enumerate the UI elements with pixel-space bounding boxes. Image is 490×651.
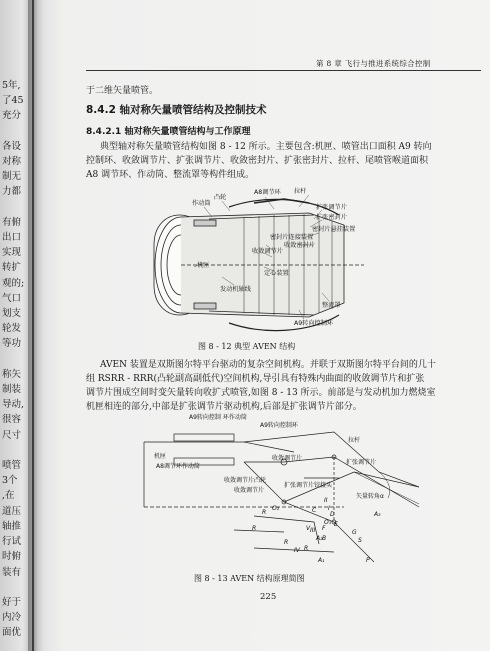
fig2-point-label: V	[306, 525, 311, 532]
fig1-label-actuator: 作动筒	[192, 200, 211, 207]
prev-page-fragment: 转扩	[2, 262, 22, 274]
fig1-label-centering: 定心装置	[264, 270, 289, 277]
fig2-label-cam-roller: 收敛调节片凸轮	[224, 477, 267, 484]
fig2-point-label: P	[366, 557, 370, 564]
page-number: 225	[260, 592, 277, 602]
fig1-label-seal-linkage: 密封片连接装置	[270, 234, 314, 241]
prev-page-fragment: 各设	[2, 140, 22, 152]
prev-page-fragment: 很容	[2, 414, 22, 426]
fig1-label-div-flap: 扩张调节片	[316, 204, 347, 211]
fig2-label-div-flap: 扩张调节片	[346, 459, 377, 466]
fig2-point-label: III	[310, 527, 316, 534]
prev-page-fragment: 划支	[2, 308, 22, 320]
fig1-label-a9-ring: A9转向控制环	[294, 320, 334, 327]
fig2-point-label: R	[252, 525, 257, 532]
prev-page-fragment: 制装	[2, 384, 22, 396]
fig2-label-rod: 拉杆	[348, 437, 361, 444]
prev-page-fragment	[2, 200, 30, 215]
fig1-label-a8-ring: A8调节环	[254, 189, 281, 196]
fig2-point-label: C	[312, 507, 317, 514]
para1-line1: 典型轴对称矢量喷管结构如图 8 - 12 所示。主要包含:机匣、喷管出口面积 A9 转向	[100, 142, 432, 152]
fig2-point-label: B	[322, 535, 327, 542]
para2-line4: 机匣相连的部分,中部是扩张调节片驱动机构,后部是扩张调节片部分。	[86, 402, 362, 412]
fig1-label-casing: 机匣	[197, 262, 210, 269]
prev-page-fragment: 轴推	[2, 520, 22, 532]
para2-line3: 调节片围成空间时变矢量转向收扩式喷管,如图 8 - 13 所示。前部是与发动机加力燃烧室	[86, 388, 436, 398]
fig1-label-engine-axis: 发动机轴线	[220, 286, 251, 293]
prev-page-fragment: 充分	[2, 110, 22, 122]
prev-page-fragment: 力都	[2, 186, 22, 198]
running-title: 第 8 章 飞行与推进系统综合控制	[316, 59, 431, 68]
fig2-point-label: R	[262, 509, 267, 516]
prev-page-fragment: 等功	[2, 338, 22, 350]
fig2-label-conv-flap: 收敛调节片	[272, 455, 303, 462]
prev-page-fragment: 了45	[2, 95, 24, 107]
previous-page-text	[2, 78, 30, 641]
fig1-label-seal-hanger: 密封片悬挂装置	[312, 226, 356, 233]
fig2-label-conv-flap2: 收敛调节片	[234, 487, 265, 494]
prev-page-fragment: 出口	[2, 232, 22, 244]
fig2-label-casing: 机匣	[154, 453, 167, 460]
prev-page-fragment: 观的;	[2, 277, 25, 289]
fig1-label-div-seal: 扩张密封片	[316, 214, 347, 221]
prev-page-fragment	[2, 580, 30, 595]
fig2-point-label: O₂	[272, 505, 280, 512]
prev-page-fragment: 时俯	[2, 551, 22, 563]
prev-page-fragment: 尺寸	[2, 429, 22, 441]
prev-page-fragment: 喷管	[2, 460, 22, 472]
prev-page-fragment: 气口	[2, 292, 22, 304]
fig2-point-label: S	[358, 537, 362, 544]
fig1-label-rod: 拉杆	[294, 188, 307, 195]
section-heading: 8.4.2 轴对称矢量喷管结构及控制技术	[86, 104, 267, 116]
prev-page-fragment: 好于	[2, 596, 22, 608]
fig2-point-label: E	[334, 521, 338, 528]
figure-8-12-caption: 图 8 - 12 典型 AVEN 结构	[198, 342, 296, 351]
fig1-label-conv-flap: 收敛调节片	[252, 248, 283, 255]
prev-page-fragment	[2, 124, 30, 139]
prev-page-fragment: ,在	[2, 490, 15, 502]
para2-line2: 组 RSRR - RRR(凸轮副高副低代)空间机构,导引具有特殊内曲面的收敛调节片和扩张	[86, 374, 425, 384]
fig2-label-a9-ring: A9转向控制环	[260, 422, 298, 429]
prev-page-fragment: 制无	[2, 171, 22, 183]
para1-line2: 控制环、收敛调节片、扩张调节片、收敛密封片、扩张密封片、拉杆、尾喷管喉道面积	[86, 156, 429, 166]
prev-page-fragment: 5年,	[2, 80, 21, 91]
fig2-point-label: D	[330, 511, 335, 518]
prev-page-fragment: 道压	[2, 505, 22, 517]
prev-page-fragment: 导动,	[2, 399, 25, 411]
para2-line1: AVEN 装置是双斯图尔特平台驱动的复杂空间机构。并联于双斯图尔特平台间的几十	[100, 360, 436, 370]
fig2-point-label: R	[304, 545, 309, 552]
prev-page-fragment: 有俯	[2, 216, 22, 228]
fig1-label-conv-seal: 收敛密封片	[284, 242, 315, 249]
fig2-label-vector-angle: 矢量转角α	[356, 493, 384, 500]
prev-page-fragment: 轮发	[2, 323, 22, 335]
book-page	[34, 0, 490, 651]
prev-page-fragment: 称矢	[2, 368, 22, 380]
prev-page-fragment: 3个	[2, 475, 18, 487]
prev-page-fragment: 装有	[2, 566, 22, 578]
fig2-point-label: A₁	[318, 557, 325, 564]
fig1-label-cam: 凸轮	[214, 194, 227, 201]
fig2-point-label: II	[324, 497, 328, 504]
fig2-a9-actuator-text: A9转向控制 环作动筒	[189, 414, 247, 421]
fig2-point-label: A₃	[374, 511, 381, 518]
header-rule	[86, 70, 481, 71]
subsection-heading: 8.4.2.1 轴对称矢量喷管结构与工作原理	[86, 127, 251, 137]
fig2-point-label: IV	[294, 547, 300, 554]
fig2-point-label: G	[352, 529, 357, 536]
prev-page-fragment: 行试	[2, 536, 22, 548]
fig2-point-label: A₂	[316, 535, 323, 542]
fig2-point-labels	[252, 497, 381, 564]
fig2-point-label: F	[322, 525, 326, 532]
fig2-label-div-hinge: 扩张调节片铰接头	[284, 482, 333, 489]
fig1-label-fairing: 整流罩	[322, 302, 341, 309]
prev-page-fragment: 面优	[2, 627, 22, 639]
figure-8-13-caption: 图 8 - 13 AVEN 结构原理简图	[194, 574, 305, 583]
fig2-label-a8-actuator: A8调节环作动筒	[156, 463, 200, 470]
intro-line: 于二维矢量喷管。	[86, 86, 159, 96]
prev-page-fragment	[2, 352, 30, 367]
aven-schematic-figure	[134, 412, 434, 572]
fig2-point-label: O₁	[324, 519, 332, 526]
prev-page-fragment	[2, 443, 30, 458]
fig2-label-a9-actuator-1	[189, 413, 247, 421]
gutter-shadow	[28, 0, 38, 651]
aven-structure-figure	[134, 185, 394, 340]
prev-page-fragment: 内冷	[2, 612, 22, 624]
prev-page-fragment: 实现	[2, 247, 22, 259]
fig2-point-label: I	[328, 505, 330, 512]
para1-line3: A8 调节环、作动筒、整流罩等构件组成。	[86, 170, 255, 180]
fig2-point-label: R	[284, 539, 289, 546]
prev-page-fragment: 对称	[2, 156, 22, 168]
